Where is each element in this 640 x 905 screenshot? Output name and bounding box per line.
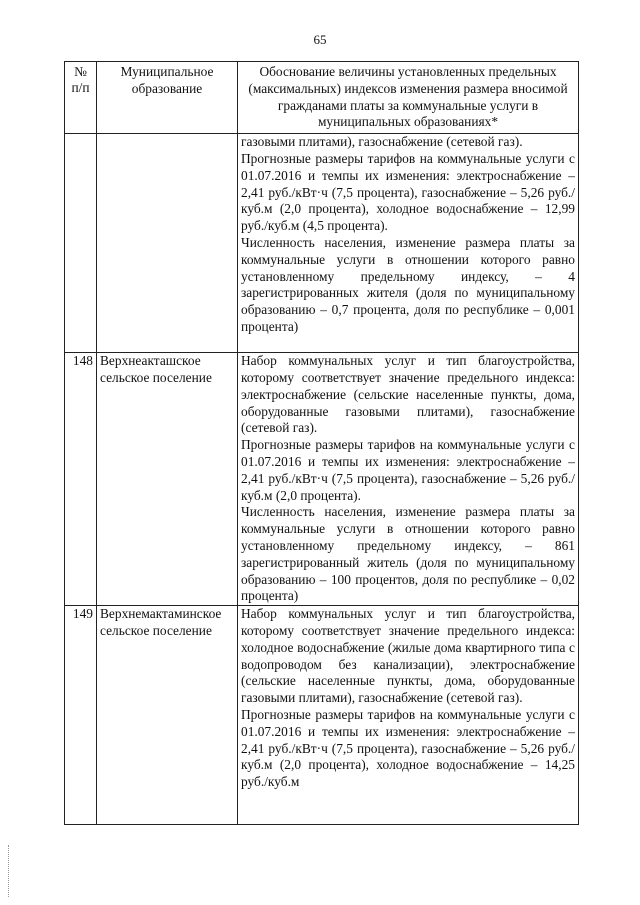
row-justification — [238, 134, 579, 353]
justification-paragraph: Прогнозные размеры тарифов на коммунальные услуги с 01.07.2016 и темпы их изменения: электроснабжение – 2,41 руб./кВт·ч (7,5 процента), газоснабжение – 5,26 руб./куб.м (2,0 процента), холодное водоснабжение – 12,99 руб./куб.м (4,5 процента). — [241, 150, 575, 234]
row-municipality — [97, 134, 238, 353]
justification-paragraph: Численность населения, изменение размера платы за коммунальные услуги в отношении которого равно установленному предельному индексу, – 4 зарегистрированных жителя (доля по муниципальному образованию – 0,7 процента, доля по республике – 0,001 процента) — [241, 234, 575, 334]
table-row — [65, 353, 579, 606]
row-number: 148 — [65, 353, 97, 606]
table-header-row — [65, 62, 579, 134]
justification-paragraph: Набор коммунальных услуг и тип благоустройства, которому соответствует значение предельного индекса: холодное водоснабжение (жилые дома квартирного типа с водопроводом без канализации), электроснабжение (сельские населенные пункты, дома, оборудованные газовыми плитами), газоснабжение (сетевой газ). — [241, 606, 575, 706]
header-number: № п/п — [65, 62, 97, 134]
table-row — [65, 134, 579, 353]
header-municipality: Муниципальное образование — [97, 62, 238, 134]
justification-paragraph: Численность населения, изменение размера платы за коммунальные услуги в отношении которого равно установленному предельному индексу, – 861 зарегистрированный житель (доля по муниципальному образованию – 100 процентов, доля по республике – 0,02 процента) — [241, 504, 575, 604]
justification-paragraph: газовыми плитами), газоснабжение (сетевой газ). — [241, 134, 523, 150]
page-number: 65 — [313, 32, 327, 47]
row-number — [65, 134, 97, 353]
scan-margin-marks — [8, 845, 11, 897]
justification-paragraph: Набор коммунальных услуг и тип благоустройства, которому соответствует значение предельного индекса: электроснабжение (сельские населенные пункты, дома, оборудованные газовыми плитами), газоснабжение (сетевой газ). — [241, 353, 575, 436]
row-municipality: Верхнемактаминское сельское поселение — [97, 606, 238, 825]
table-row — [65, 606, 579, 825]
row-municipality: Верхнеакташское сельское поселение — [97, 353, 238, 606]
row-justification — [238, 606, 579, 825]
justification-paragraph: Прогнозные размеры тарифов на коммунальные услуги с 01.07.2016 и темпы их изменения: электроснабжение – 2,41 руб./кВт·ч (7,5 процента), газоснабжение – 5,26 руб./куб.м (2,0 процента). — [241, 437, 575, 503]
row-justification — [238, 353, 579, 606]
header-justification: Обоснование величины установленных предельных (максимальных) индексов изменения размера вносимой гражданами платы за коммунальные услуги в муниципальных образованиях* — [238, 62, 579, 134]
justification-paragraph: Прогнозные размеры тарифов на коммунальные услуги с 01.07.2016 и темпы их изменения: электроснабжение – 2,41 руб./кВт·ч (7,5 процента), газоснабжение – 5,26 руб./куб.м (2,0 процента), холодное водоснабжение – 14,25 руб./куб.м — [241, 706, 575, 790]
row-number: 149 — [65, 606, 97, 825]
tariff-justification-table — [64, 61, 579, 825]
